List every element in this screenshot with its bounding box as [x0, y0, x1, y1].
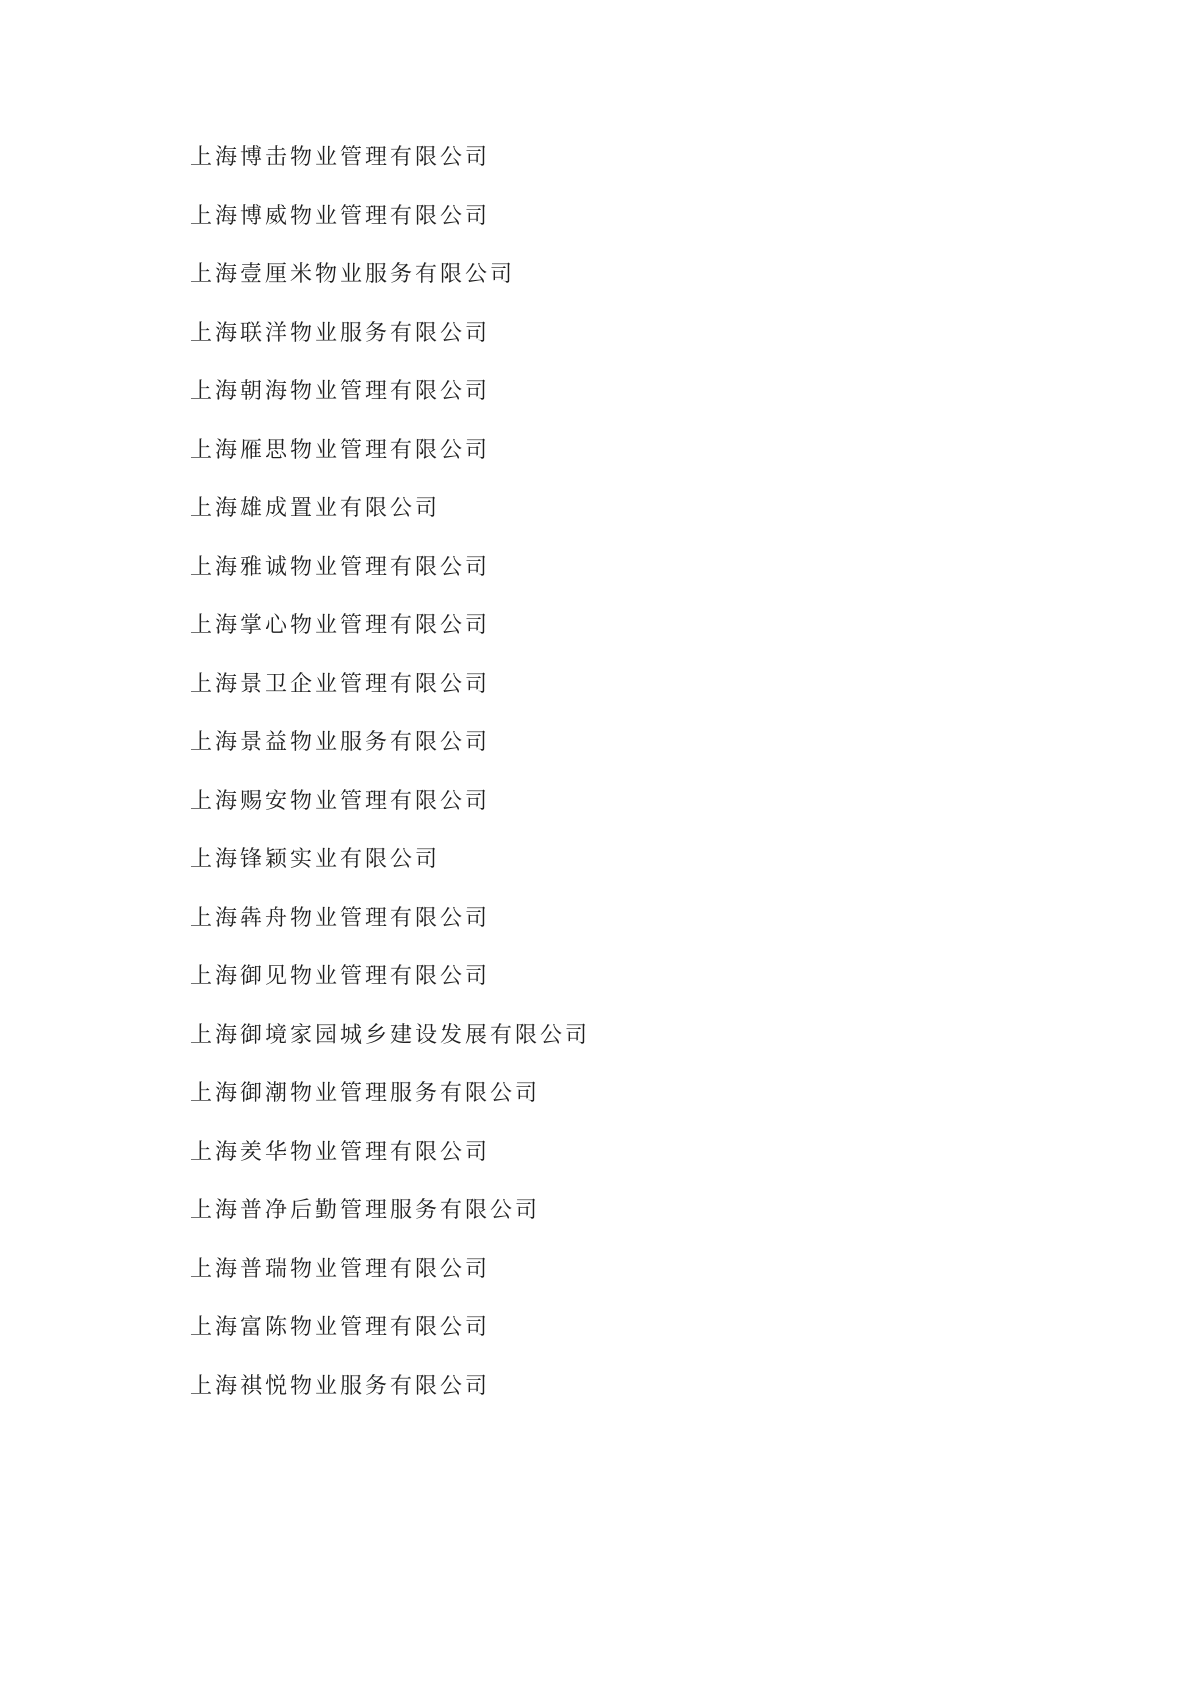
company-name-line: 上海普瑞物业管理有限公司	[190, 1255, 491, 1281]
company-name-line: 上海富陈物业管理有限公司	[190, 1314, 491, 1339]
company-name-line: 上海朝海物业管理有限公司	[190, 378, 491, 403]
company-name-line: 上海御潮物业管理服务有限公司	[190, 1080, 541, 1105]
company-name-line: 上海祺悦物业服务有限公司	[190, 1372, 491, 1398]
company-name-line: 上海景卫企业管理有限公司	[190, 670, 491, 696]
company-name-line: 上海景益物业服务有限公司	[190, 729, 491, 754]
company-name-line: 上海联洋物业服务有限公司	[190, 319, 491, 345]
company-name-line: 上海御见物业管理有限公司	[190, 963, 491, 988]
company-name-line: 上海羑华物业管理有限公司	[190, 1138, 491, 1164]
company-name-line: 上海壹厘米物业服务有限公司	[190, 261, 516, 286]
company-name-line: 上海御境家园城乡建设发展有限公司	[190, 1021, 591, 1047]
company-name-line: 上海普净后勤管理服务有限公司	[190, 1197, 541, 1222]
company-name-line: 上海赐安物业管理有限公司	[190, 787, 491, 813]
company-name-line: 上海锋颖实业有限公司	[190, 846, 441, 871]
company-name-line: 上海博击物业管理有限公司	[190, 144, 491, 169]
company-name-line: 上海雄成置业有限公司	[190, 495, 441, 520]
company-name-line: 上海雁思物业管理有限公司	[190, 436, 491, 462]
company-name-line: 上海犇舟物业管理有限公司	[190, 904, 491, 930]
company-name-line: 上海掌心物业管理有限公司	[190, 612, 491, 637]
company-name-line: 上海博威物业管理有限公司	[190, 202, 491, 228]
company-name-line: 上海雅诚物业管理有限公司	[190, 553, 491, 579]
